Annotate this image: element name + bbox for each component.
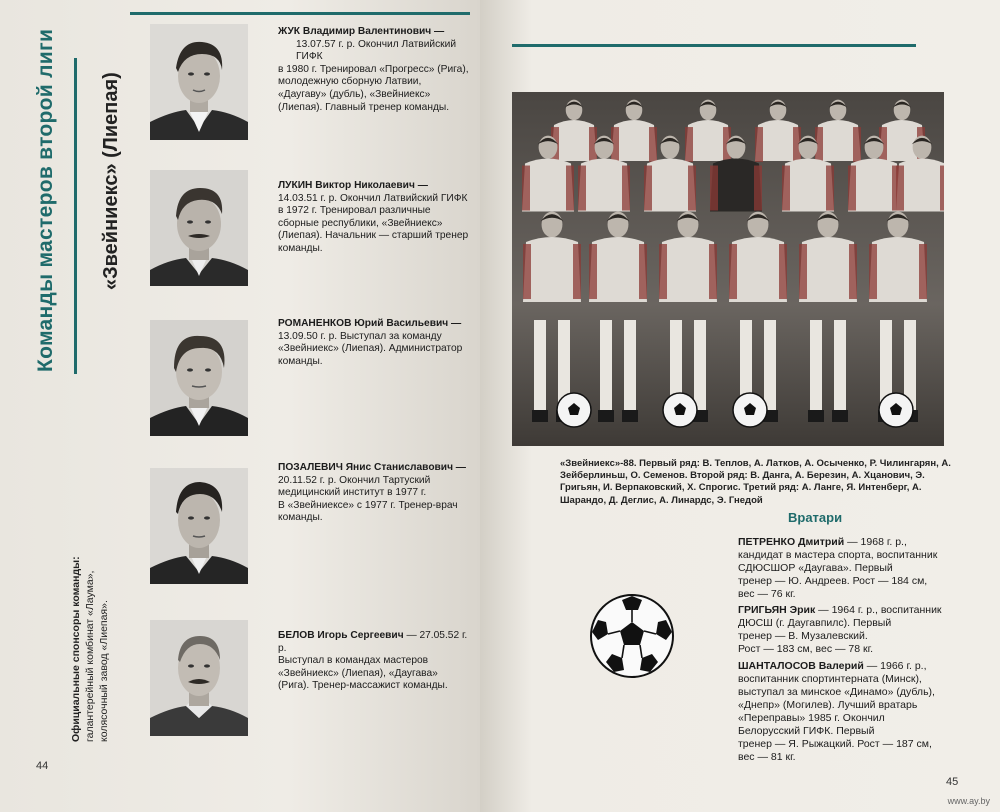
bio-line: — 1964 г. р., воспитанник bbox=[818, 604, 942, 616]
sponsor-line: колясочный завод «Лиепая». bbox=[98, 600, 110, 742]
goalkeeper-entry bbox=[738, 604, 956, 656]
goalkeeper-entry bbox=[738, 536, 956, 601]
bio-line: Белорусский ГИФК. Первый bbox=[738, 725, 875, 737]
bio-line: — 27.05.52 г. р. bbox=[278, 630, 468, 654]
bio-line: (Лиепая). Начальник — старший тренер bbox=[278, 230, 469, 242]
staff-portrait bbox=[150, 620, 248, 736]
title-rule bbox=[74, 58, 77, 374]
bio-line: тренер — Ю. Андреев. Рост — 184 см, bbox=[738, 575, 928, 587]
team-title: «Звейниекс» (Лиепая) bbox=[100, 72, 122, 290]
bio-line: «Переправы» 1985 г. Окончил bbox=[738, 712, 885, 724]
staff-name: ЛУКИН Виктор Николаевич — bbox=[278, 180, 428, 191]
goalkeeper-name: ШАНТАЛОСОВ Валерий bbox=[738, 660, 864, 672]
header-rule bbox=[130, 12, 470, 15]
bio-line: медицинский институт в 1977 г. bbox=[278, 487, 427, 499]
bio-line: кандидат в мастера спорта, воспитанник bbox=[738, 549, 938, 561]
bio-line: «Днепр» (Могилев). Лучший вратарь bbox=[738, 699, 918, 711]
bio-line: ДЮСШ (г. Даугавпилс). Первый bbox=[738, 617, 892, 629]
staff-bio bbox=[278, 462, 478, 525]
staff-portrait bbox=[150, 320, 248, 436]
page-number: 45 bbox=[946, 776, 959, 788]
bio-line: команды. bbox=[278, 512, 323, 524]
bio-line: в 1972 г. Тренировал различные bbox=[278, 205, 431, 217]
bio-line: «Звейниекс» (Лиепая), «Даугава» bbox=[278, 667, 438, 679]
bio-line: 13.09.50 г. р. Выступал за команду bbox=[278, 330, 442, 342]
staff-bio bbox=[278, 180, 478, 256]
ball-icon bbox=[663, 393, 697, 427]
bio-line: Рост — 183 см, вес — 78 кг. bbox=[738, 643, 874, 655]
photo-caption: «Звейниекс»-88. Первый ряд: В. Теплов, А. Латков, А. Осыченко, Р. Чилингарян, А. Зейберлиньш, О. Семенов. Второй ряд: В. Данга, А. Березин, А. Хцанович, Э. Григьян, И. Верпаковский, Х. Спрогис. Третий ряд: А. Ланге, Я. Интенберг, А. Шарандо, Д. Деглис, А. Линардс, Э. Гнедой bbox=[560, 458, 951, 506]
bio-line: (Рига). Тренер-массажист команды. bbox=[278, 680, 448, 692]
team-photo bbox=[512, 92, 944, 446]
bio-line: тренер — Я. Рыжацкий. Рост — 187 см, bbox=[738, 738, 932, 750]
watermark: www.ay.by bbox=[947, 796, 990, 806]
bio-line: «Даугаву» (дубль), «Звейниекс» bbox=[278, 88, 431, 100]
sponsors-title: Официальные спонсоры команды: bbox=[70, 556, 82, 742]
bio-line: выступал за минское «Динамо» (дубль), bbox=[738, 686, 935, 698]
sponsor-line: галантерейный комбинат «Лаума», bbox=[84, 570, 96, 742]
goalkeeper-name: ГРИГЬЯН Эрик bbox=[738, 604, 816, 616]
staff-name: ЖУК Владимир Валентинович — bbox=[278, 26, 445, 37]
staff-name: РОМАНЕНКОВ Юрий Васильевич — bbox=[278, 318, 462, 329]
staff-bio bbox=[278, 26, 478, 114]
staff-name: ПОЗАЛЕВИЧ Янис Станиславович — bbox=[278, 462, 466, 473]
bio-line: воспитанник спортинтерната (Минск), bbox=[738, 673, 922, 685]
soccer-ball-icon bbox=[588, 592, 676, 680]
staff-bio bbox=[278, 630, 478, 693]
ball-icon bbox=[733, 393, 767, 427]
section-title: Вратари bbox=[788, 510, 843, 525]
bio-line: «Звейниекс» (Лиепая). Администратор bbox=[278, 343, 463, 355]
bio-line: в 1980 г. Тренировал «Прогресс» (Рига), bbox=[278, 63, 469, 75]
bio-line: — 1968 г. р., bbox=[847, 536, 907, 548]
staff-portrait bbox=[150, 468, 248, 584]
bio-line: Выступал в командах мастеров bbox=[278, 655, 429, 667]
header-rule bbox=[512, 44, 916, 47]
staff-portrait bbox=[150, 24, 248, 140]
bio-line: вес — 76 кг. bbox=[738, 588, 796, 600]
goalkeeper-entry bbox=[738, 660, 956, 764]
bio-line: вес — 81 кг. bbox=[738, 751, 796, 763]
bio-line: 20.11.52 г. р. Окончил Тартуский bbox=[278, 474, 431, 486]
left-page bbox=[0, 0, 480, 812]
bio-line: 13.07.57 г. р. Окончил Латвийский ГИФК bbox=[296, 38, 457, 63]
bio-line: — 1966 г. р., bbox=[866, 660, 927, 672]
bio-line: команды. bbox=[278, 355, 323, 367]
ball-icon bbox=[879, 393, 913, 427]
bio-line: молодежную сборную Латвии, bbox=[278, 76, 422, 88]
bio-line: тренер — В. Музалевский. bbox=[738, 630, 868, 642]
bio-line: команды. bbox=[278, 242, 323, 254]
bio-line: сборные республики, «Звейниекс» bbox=[278, 217, 443, 229]
page-number: 44 bbox=[36, 760, 49, 772]
bio-line: 14.03.51 г. р. Окончил Латвийский ГИФК bbox=[278, 192, 468, 204]
league-title: Команды мастеров второй лиги bbox=[34, 28, 57, 372]
bio-line: В «Звейниексе» с 1977 г. Тренер-врач bbox=[278, 499, 458, 511]
goalkeeper-name: ПЕТРЕНКО Дмитрий bbox=[738, 536, 845, 548]
staff-bio bbox=[278, 318, 478, 368]
bio-line: (Лиепая). Главный тренер команды. bbox=[278, 101, 450, 113]
staff-portrait bbox=[150, 170, 248, 286]
ball-icon bbox=[557, 393, 591, 427]
bio-line: СДЮСШОР «Даугава». Первый bbox=[738, 562, 893, 574]
staff-name: БЕЛОВ Игорь Сергеевич bbox=[278, 630, 404, 641]
